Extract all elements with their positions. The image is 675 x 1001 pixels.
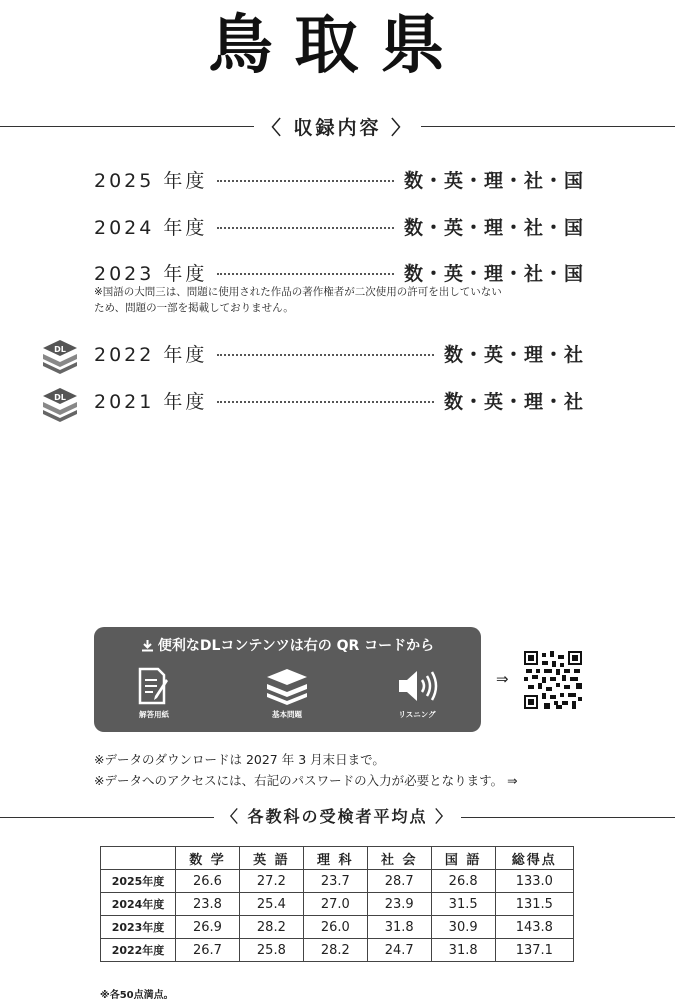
download-book-icon <box>40 340 80 374</box>
table-cell: 23.9 <box>367 893 431 916</box>
download-icon <box>141 639 154 652</box>
svg-text:DL: DL <box>54 393 66 402</box>
row-year: 2021 年度 <box>94 390 208 413</box>
table-header: 数 学 <box>176 847 240 870</box>
page-title: 鳥取県 <box>208 9 467 83</box>
download-book-icon <box>40 388 80 422</box>
table-cell: 31.8 <box>431 939 495 962</box>
table-cell: 23.7 <box>303 870 367 893</box>
table-cell: 30.9 <box>431 916 495 939</box>
arrow-to-qr: ⇒ <box>496 670 509 688</box>
answer-sheet-icon <box>137 667 171 705</box>
table-cell: 26.8 <box>431 870 495 893</box>
table-cell: 28.7 <box>367 870 431 893</box>
row-year: 2023 年度 <box>94 262 208 285</box>
contents-heading: 〈 収録内容 〉 <box>0 113 675 140</box>
book-stack-icon <box>265 667 309 705</box>
contents-row-2025 <box>94 164 584 194</box>
contents-row-2021 <box>94 385 584 415</box>
contents-row-2024 <box>94 211 584 241</box>
scores-heading: 〈 各教科の受検者平均点 〉 <box>0 804 675 827</box>
table-cell: 2024年度 <box>101 893 176 916</box>
table-cell: 28.2 <box>303 939 367 962</box>
table-cell: 26.0 <box>303 916 367 939</box>
copyright-note <box>94 284 594 316</box>
table-cell: 28.2 <box>239 916 303 939</box>
panel-heading: 便利なDLコンテンツは右の QR コードから <box>94 635 481 655</box>
contents-row-2023 <box>94 257 584 287</box>
table-header: 社 会 <box>367 847 431 870</box>
table-header-row <box>101 847 574 870</box>
table-cell: 143.8 <box>495 916 573 939</box>
row-year: 2025 年度 <box>94 169 208 192</box>
table-header <box>101 847 176 870</box>
row-subjects: 数・英・理・社・国 <box>403 216 584 239</box>
row-subjects: 数・英・理・社・国 <box>403 262 584 285</box>
footnote: ※各50点満点。 <box>100 990 174 1001</box>
contents-row-2022 <box>94 338 584 368</box>
table-header: 国 語 <box>431 847 495 870</box>
dl-content-panel <box>94 627 481 732</box>
table-row <box>101 870 574 893</box>
table-cell: 2025年度 <box>101 870 176 893</box>
table-cell: 25.4 <box>239 893 303 916</box>
table-cell: 31.5 <box>431 893 495 916</box>
dot-leader <box>217 227 394 229</box>
note-line: ※国語の大問三は、問題に使用された作品の著作権者が二次使用の許可を出していない <box>94 286 502 298</box>
row-year: 2022 年度 <box>94 343 208 366</box>
table-row <box>101 916 574 939</box>
table-cell: 24.7 <box>367 939 431 962</box>
svg-text:DL: DL <box>54 345 66 354</box>
dot-leader <box>217 401 434 403</box>
table-cell: 26.7 <box>176 939 240 962</box>
table-cell: 25.8 <box>239 939 303 962</box>
table-cell: 27.2 <box>239 870 303 893</box>
average-scores-table <box>100 846 574 962</box>
row-subjects: 数・英・理・社 <box>443 343 584 366</box>
table-header: 英 語 <box>239 847 303 870</box>
table-cell: 137.1 <box>495 939 573 962</box>
download-deadline: ※データのダウンロードは 2027 年 3 月末日まで。 <box>94 752 385 767</box>
qr-code-icon[interactable] <box>524 651 582 709</box>
table-row <box>101 893 574 916</box>
dot-leader <box>217 354 434 356</box>
note-line: ため、問題の一部を掲載しておりません。 <box>94 302 294 314</box>
row-year: 2024 年度 <box>94 216 208 239</box>
table-cell: 31.8 <box>367 916 431 939</box>
table-cell: 2022年度 <box>101 939 176 962</box>
basic-problems-item[interactable]: 基本問題 <box>242 667 332 720</box>
row-subjects: 数・英・理・社 <box>443 390 584 413</box>
table-cell: 131.5 <box>495 893 573 916</box>
table-cell: 2023年度 <box>101 916 176 939</box>
answer-sheet-item[interactable]: 解答用紙 <box>109 667 199 720</box>
dot-leader <box>217 180 394 182</box>
password-note: ※データへのアクセスには、右記のパスワードの入力が必要となります。 ⇒ <box>94 773 518 788</box>
table-cell: 26.9 <box>176 916 240 939</box>
table-header: 理 科 <box>303 847 367 870</box>
speaker-icon <box>395 667 439 705</box>
table-cell: 133.0 <box>495 870 573 893</box>
table-row <box>101 939 574 962</box>
table-header: 総得点 <box>495 847 573 870</box>
dot-leader <box>217 273 394 275</box>
table-cell: 23.8 <box>176 893 240 916</box>
row-subjects: 数・英・理・社・国 <box>403 169 584 192</box>
listening-item[interactable]: リスニング <box>372 667 462 720</box>
table-cell: 27.0 <box>303 893 367 916</box>
table-cell: 26.6 <box>176 870 240 893</box>
